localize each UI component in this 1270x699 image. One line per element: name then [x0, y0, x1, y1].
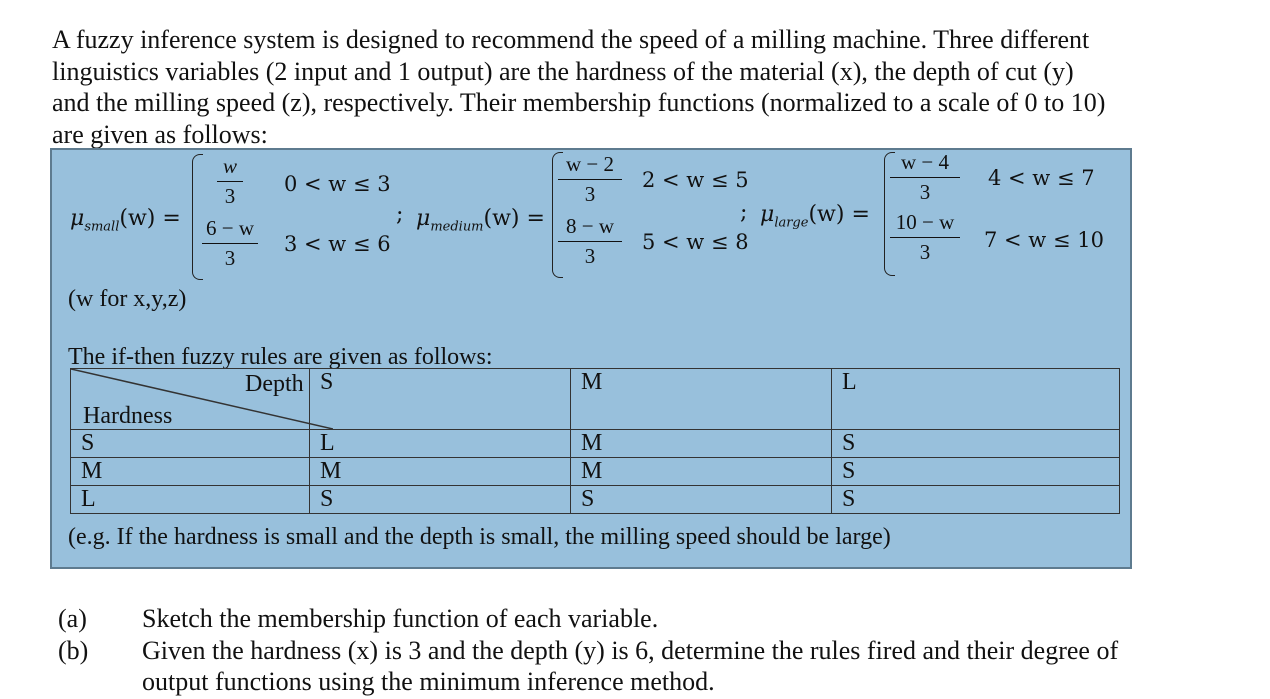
table-row	[71, 486, 1120, 514]
frac-medium-1: w − 2 3	[558, 152, 622, 207]
table-cell: S	[571, 486, 832, 514]
table-cell: S	[832, 458, 1120, 486]
question-item	[58, 635, 1192, 698]
intro-line: linguistics variables (2 input and 1 output) are the hardness of the material (x), the depth of cut (y)	[52, 56, 1074, 86]
cond-medium-1: 2 < w ≤ 5	[642, 168, 749, 192]
table-header-row	[71, 369, 1120, 430]
cond-medium-2: 5 < w ≤ 8	[642, 230, 749, 254]
cond-small-1: 0 < w ≤ 3	[284, 172, 391, 196]
question-list	[58, 603, 1192, 698]
table-cell: S	[832, 430, 1120, 458]
column-header: M	[571, 369, 832, 430]
table-row	[71, 458, 1120, 486]
cond-large-1: 4 < w ≤ 7	[988, 166, 1095, 190]
problem-box	[50, 148, 1132, 569]
column-header: S	[310, 369, 571, 430]
question-text: output functions using the minimum inference method.	[142, 667, 715, 696]
table-row	[71, 430, 1120, 458]
cond-large-2: 7 < w ≤ 10	[984, 228, 1104, 252]
table-cell: S	[310, 486, 571, 514]
table-cell: M	[310, 458, 571, 486]
frac-large-1: w − 4 3	[890, 150, 960, 205]
intro-line: and the milling speed (z), respectively. Their membership functions (normalized to a scale of 0 to 10)	[52, 88, 1106, 117]
table-cell: M	[571, 430, 832, 458]
intro-line: are given as follows:	[52, 119, 268, 149]
w-note: (w for x,y,z)	[68, 286, 187, 312]
cond-small-2: 3 < w ≤ 6	[284, 232, 391, 256]
separator: ;	[396, 202, 404, 227]
question-item	[58, 603, 1192, 635]
depth-label: Depth	[245, 371, 304, 397]
example-note: (e.g. If the hardness is small and the depth is small, the milling speed should be large)	[68, 524, 891, 550]
rules-table	[70, 368, 1120, 514]
question-label: (a)	[58, 604, 87, 633]
problem-intro	[52, 24, 1192, 150]
frac-large-2: 10 − w 3	[890, 210, 960, 265]
separator: ;	[740, 200, 748, 225]
question-text: Sketch the membership function of each variable.	[142, 604, 659, 633]
row-label: L	[71, 486, 310, 514]
frac-medium-2: 8 − w 3	[558, 214, 622, 269]
rules-title: The if-then fuzzy rules are given as follows:	[68, 344, 493, 370]
intro-line: A fuzzy inference system is designed to recommend the speed of a milling machine. Three different	[52, 25, 1090, 54]
diag-header-cell	[71, 369, 310, 430]
frac-small-2: 6 − w 3	[202, 216, 258, 271]
mu-medium-label: $\mu_{medium}(w)$ =	[416, 206, 545, 235]
row-label: M	[71, 458, 310, 486]
column-header: L	[832, 369, 1120, 430]
table-cell: S	[832, 486, 1120, 514]
question-label: (b)	[58, 635, 89, 665]
mu-large-label: $\mu_{large}(w)$ =	[760, 202, 870, 231]
row-label: S	[71, 430, 310, 458]
hardness-label: Hardness	[83, 403, 173, 429]
question-text: Given the hardness (x) is 3 and the depth (y) is 6, determine the rules fired and their degree of	[142, 635, 1119, 665]
mu-small-label: $\mu_{small}(w)$ =	[70, 206, 181, 235]
frac-small-1: w 3	[217, 154, 243, 209]
table-cell: M	[571, 458, 832, 486]
table-cell: L	[310, 430, 571, 458]
